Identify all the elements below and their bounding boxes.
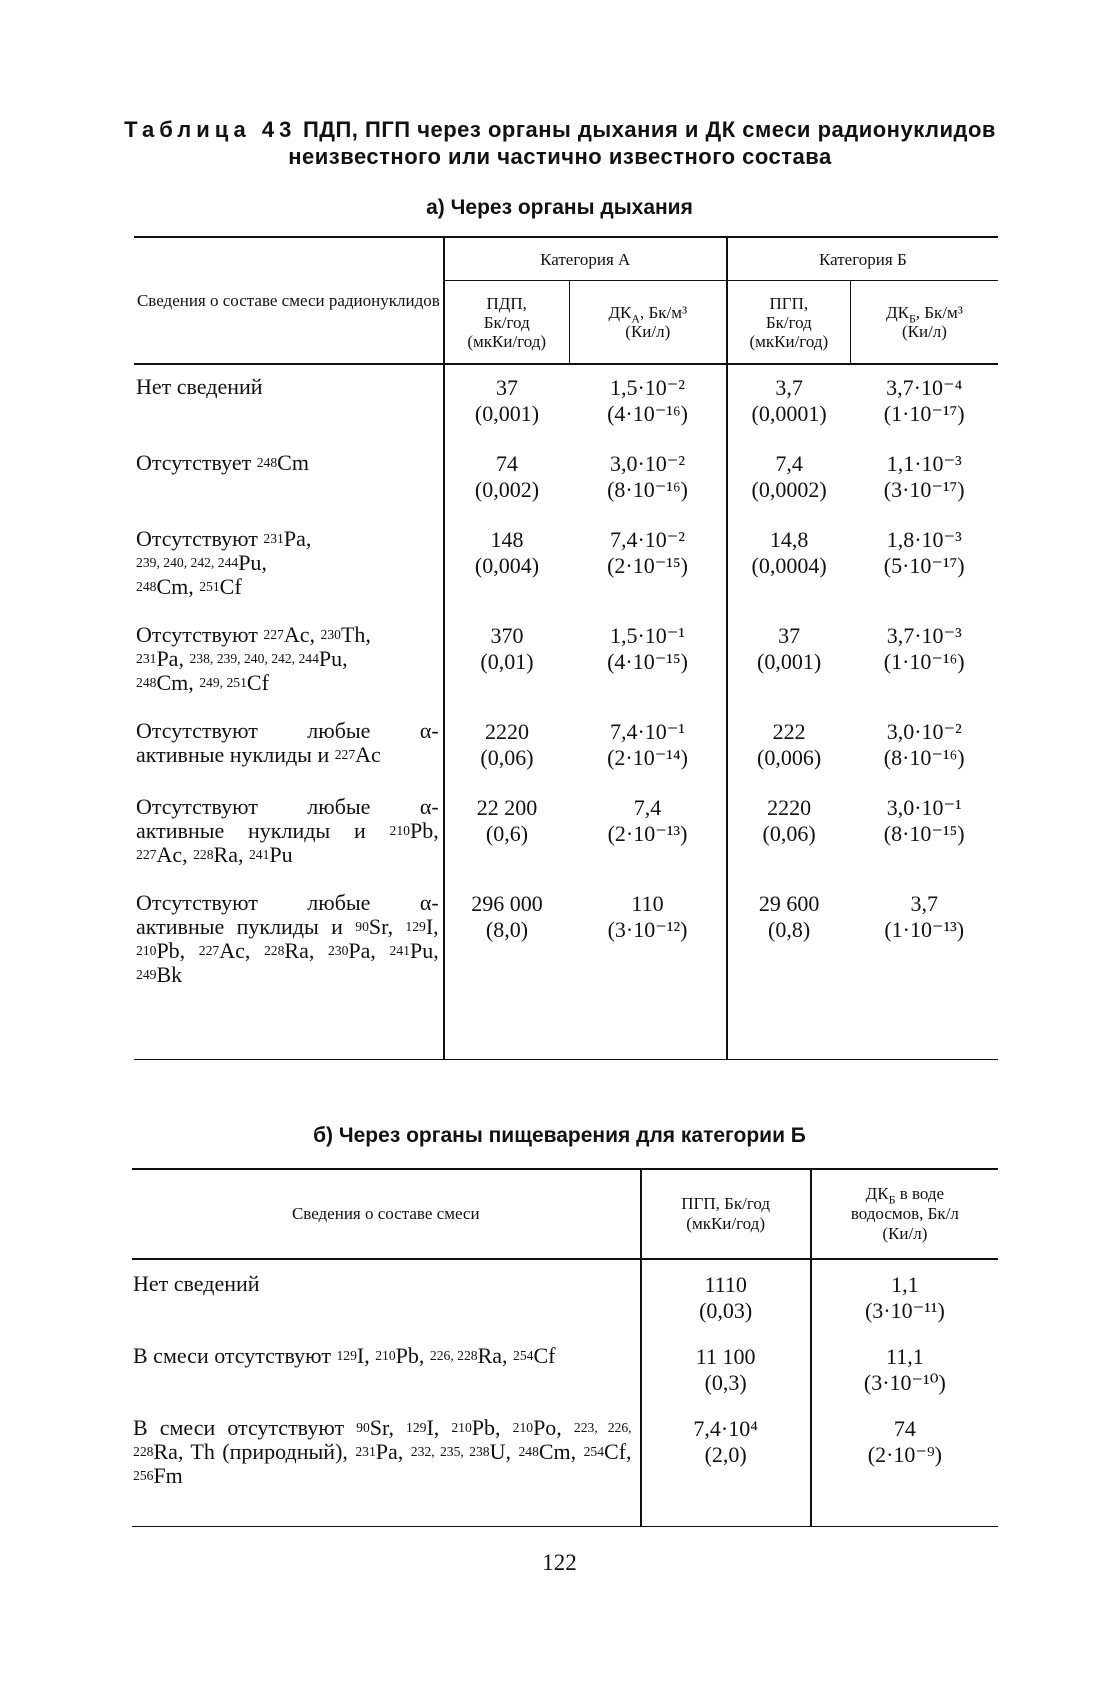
pgp-cell: 7,4 (0,0002) xyxy=(727,441,851,517)
pgp-cell: 14,8 (0,0004) xyxy=(727,517,851,613)
pdp-cell: 74 (0,002) xyxy=(444,441,570,517)
pgp-cell: 37 (0,001) xyxy=(727,613,851,709)
dkb-cell: 3,7·10⁻³ (1·10⁻¹⁶) xyxy=(883,623,965,674)
header-dkb: $ДК_Б$, Бк/м³ (Ки/л) xyxy=(850,281,998,365)
ingestion-table xyxy=(132,1168,998,1527)
dka-cell: 7,4·10⁻² (2·10⁻¹⁵) xyxy=(607,527,688,578)
table-filler-row xyxy=(134,1001,998,1060)
page-number: 122 xyxy=(542,1550,577,1575)
header-dka: $ДК_А$, Бк/м³ (Ки/л) xyxy=(569,281,726,365)
table-row xyxy=(134,785,998,881)
table-row xyxy=(134,441,998,517)
composition-cell: В смеси отсутствуют $^{90}$Sr, $^{129}$I, $^{210}$Pb, $^{210}$Po, $^{223, 226, 228}$Ra, Th (природный), $^{231}$Pa, $^{232, 235, 238}$U, $^{248}$Cm, $^{254}$Cf, $^{256}$Fm xyxy=(133,1415,632,1488)
pgp-cell: 7,4·10⁴ (2,0) xyxy=(641,1404,811,1496)
dka-cell: 1,5·10⁻¹ (4·10⁻¹⁵) xyxy=(607,623,688,674)
header-category-a: Категория А xyxy=(444,237,727,281)
table-row xyxy=(134,709,998,785)
pdp-cell: 2220 (0,06) xyxy=(444,709,570,785)
composition-cell: Нет сведений xyxy=(136,374,263,399)
pdp-cell: 37 (0,001) xyxy=(444,364,570,441)
table-title xyxy=(120,116,1000,170)
pgp-cell: 222 (0,006) xyxy=(727,709,851,785)
composition-cell: Отсутствуют любые α-активные пуклиды и $^{90}$Sr, $^{129}$I, $^{210}$Pb, $^{227}$Ac, $^{228}$Ra, $^{230}$Pa, $^{241}$Pu, $^{249}$Bk xyxy=(136,890,439,987)
composition-cell: Нет сведений xyxy=(133,1271,260,1296)
pdp-cell: 22 200 (0,6) xyxy=(444,785,570,881)
composition-cell: Отсутствуют любые α-активные нуклиды и $^{210}$Pb, $^{227}$Ac, $^{228}$Ra, $^{241}$Pu xyxy=(136,794,439,867)
table-caption: ПДП, ПГП через органы дыхания и ДК смеси радионуклидов неизвестного или частично известного состава xyxy=(288,117,996,169)
header-category-b: Категория Б xyxy=(727,237,998,281)
dkb-cell: 11,1 (3·10⁻¹⁰) xyxy=(811,1332,998,1404)
dkb-cell: 3,7·10⁻⁴ (1·10⁻¹⁷) xyxy=(883,375,965,426)
composition-cell: Отсутствуют $^{231}$Pa, $^{239, 240, 242, 244}$Pu, $^{248}$Cm, $^{251}$Cf xyxy=(136,526,312,599)
dkb-cell: 1,8·10⁻³ (5·10⁻¹⁷) xyxy=(883,527,965,578)
dkb-cell: 1,1 (3·10⁻¹¹) xyxy=(811,1259,998,1332)
header-composition: Сведения о составе смеси радионуклидов xyxy=(136,291,440,310)
table-row xyxy=(134,517,998,613)
pgp-cell: 3,7 (0,0001) xyxy=(727,364,851,441)
table-filler-row xyxy=(132,1496,998,1527)
composition-cell: Отсутствует $^{248}$Cm xyxy=(136,450,309,475)
header-composition: Сведения о составе смеси xyxy=(291,1204,480,1223)
pdp-cell: 370 (0,01) xyxy=(444,613,570,709)
dka-cell: 7,4·10⁻¹ (2·10⁻¹⁴) xyxy=(607,719,688,770)
pgp-cell: 2220 (0,06) xyxy=(727,785,851,881)
pgp-cell: 11 100 (0,3) xyxy=(641,1332,811,1404)
header-pgp: ПГП, Бк/год (мкКи/год) xyxy=(727,281,851,365)
pgp-cell: 1110 (0,03) xyxy=(641,1259,811,1332)
header-pgp: ПГП, Бк/год (мкКи/год) xyxy=(641,1169,811,1259)
table-row xyxy=(134,613,998,709)
dkb-cell: 74 (2·10⁻⁹) xyxy=(811,1404,998,1496)
table-row xyxy=(134,881,998,1001)
dka-cell: 110 (3·10⁻¹²) xyxy=(607,891,688,942)
table-row xyxy=(132,1259,998,1332)
pdp-cell: 296 000 (8,0) xyxy=(444,881,570,1001)
header-dkb: $ДК_Б$ в воде водосмов, Бк/л (Ки/л) xyxy=(811,1169,998,1259)
dka-cell: 7,4 (2·10⁻¹³) xyxy=(607,795,688,846)
dka-cell: 1,5·10⁻² (4·10⁻¹⁶) xyxy=(607,375,688,426)
dka-cell: 3,0·10⁻² (8·10⁻¹⁶) xyxy=(607,451,688,502)
table-row xyxy=(132,1404,998,1496)
header-pdp: ПДП, Бк/год (мкКи/год) xyxy=(444,281,570,365)
pgp-cell: 29 600 (0,8) xyxy=(727,881,851,1001)
dkb-cell: 3,0·10⁻² (8·10⁻¹⁶) xyxy=(883,719,965,770)
dkb-cell: 3,0·10⁻¹ (8·10⁻¹⁵) xyxy=(883,795,965,846)
table-row xyxy=(134,364,998,441)
pdp-cell: 148 (0,004) xyxy=(444,517,570,613)
dkb-cell: 3,7 (1·10⁻¹³) xyxy=(884,891,965,942)
table-row xyxy=(132,1332,998,1404)
section-a-subtitle: а) Через органы дыхания xyxy=(426,196,693,219)
composition-cell: В смеси отсутствуют $^{129}$I, $^{210}$Pb, $^{226, 228}$Ra, $^{254}$Cf xyxy=(133,1343,556,1368)
section-b-subtitle: б) Через органы пищеварения для категории Б xyxy=(313,1124,806,1147)
composition-cell: Отсутствуют любые α-активные нуклиды и $^{227}$Ac xyxy=(136,718,439,767)
dkb-cell: 1,1·10⁻³ (3·10⁻¹⁷) xyxy=(883,451,965,502)
composition-cell: Отсутствуют $^{227}$Ac, $^{230}$Th, $^{231}$Pa, $^{238, 239, 240, 242, 244}$Pu, $^{248}$Cm, $^{249, 251}$Cf xyxy=(136,622,371,695)
table-number: Таблица 43 xyxy=(124,117,297,142)
inhalation-table xyxy=(134,236,998,1060)
